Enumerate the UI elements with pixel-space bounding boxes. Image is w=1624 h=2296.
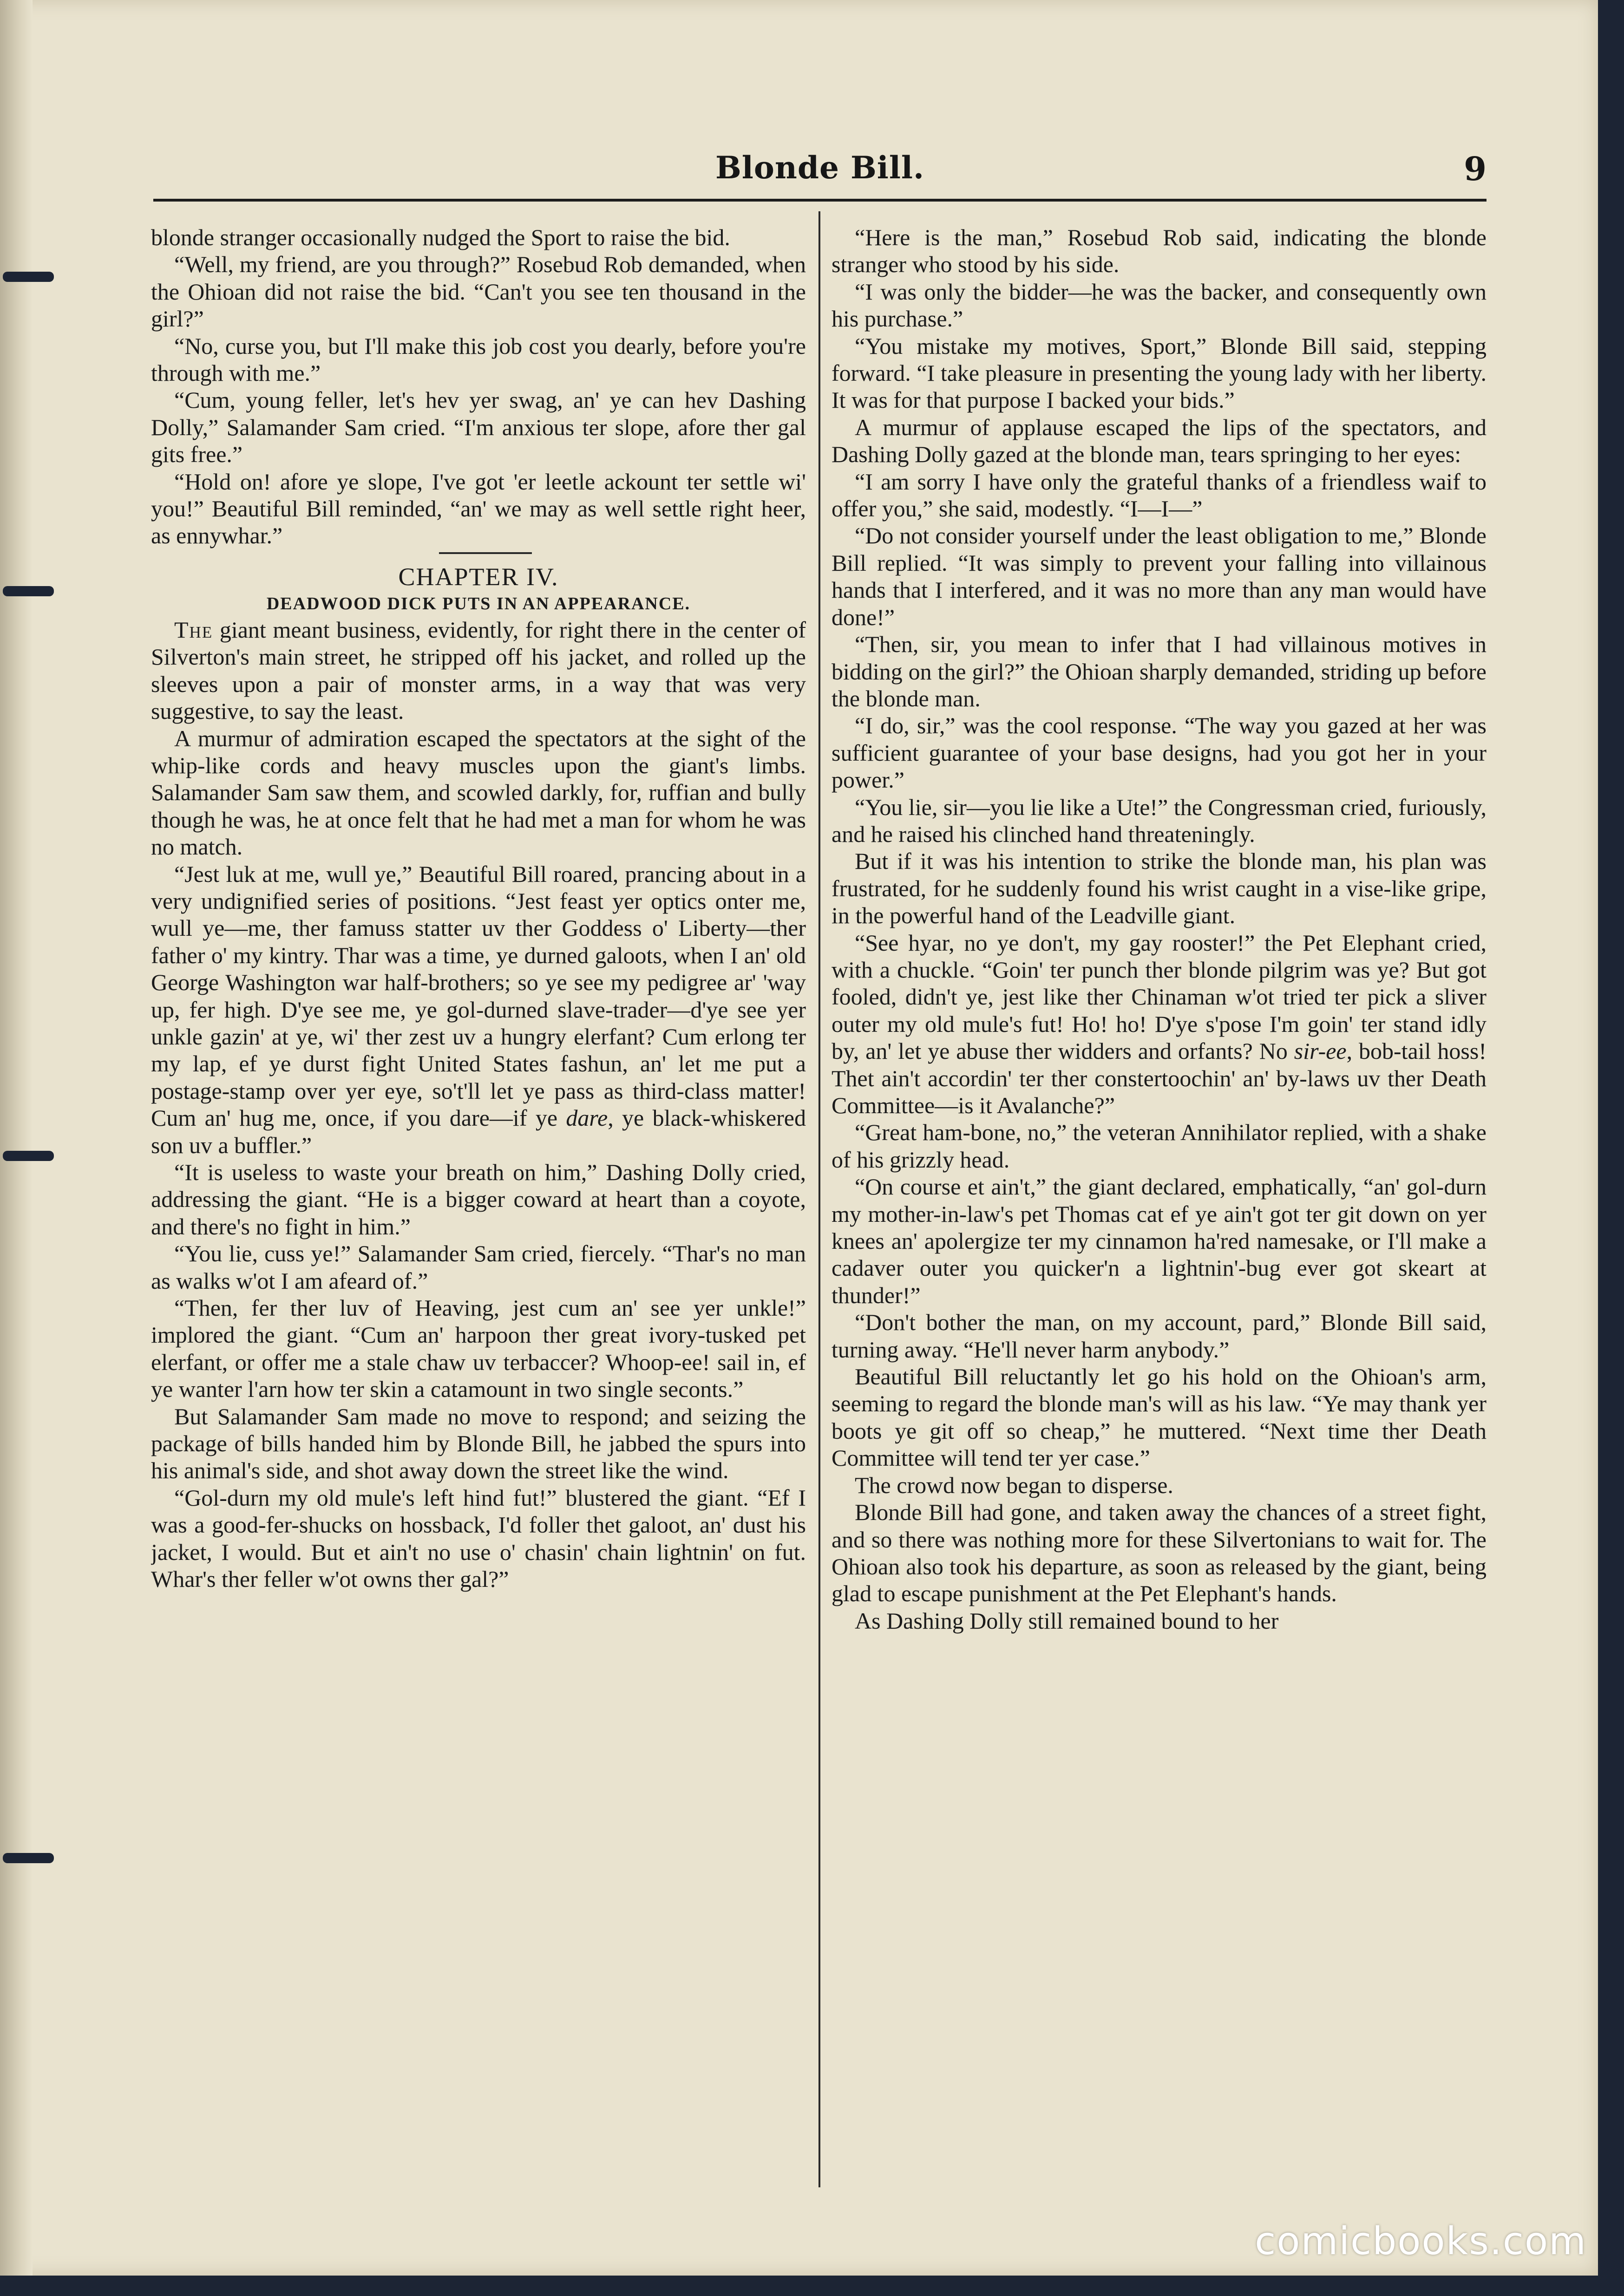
left-column (151, 224, 806, 2188)
paragraph: blonde stranger occasionally nudged the Sport to raise the bid. (151, 224, 730, 250)
paragraph: The crowd now began to disperse. (855, 1472, 1173, 1498)
binding-staple (3, 1151, 54, 1161)
paragraph: “Don't bother the man, on my account, pard,” Blonde Bill said, turning away. “He'll never harm anybody.” (832, 1309, 1486, 1363)
page-number: 9 (1464, 150, 1486, 188)
paragraph: “No, curse you, but I'll make this job cost you dearly, before you're through with me.” (151, 333, 806, 386)
header-rule (153, 199, 1486, 202)
page-header (153, 150, 1486, 201)
paragraph: Beautiful Bill reluctantly let go his hold on the Ohioan's arm, seeming to regard the blonde man's will as his law. “Ye may thank yer boots ye git off so cheap,” he muttered. “Next time ther Death Committee will tend ter yer case.” (832, 1363, 1486, 1471)
right-column (832, 224, 1486, 2188)
paragraph: Blonde Bill had gone, and taken away the chances of a street fight, and so there was nothing more for these Silvertonians to wait for. The Ohioan also took his departure, as soon as released by the giant, being glad to escape punishment at the Pet Elephant's hands. (832, 1499, 1486, 1607)
paragraph (151, 861, 806, 1159)
drop-word: The (174, 616, 213, 643)
emphasis: dare (566, 1105, 608, 1131)
paragraph: As Dashing Dolly still remained bound to her (855, 1607, 1279, 1634)
binding-staple (3, 586, 54, 596)
paragraph: “I do, sir,” was the cool response. “The way you gazed at her was sufficient guarantee of your base designs, had you got her in your power.” (832, 712, 1486, 793)
paragraph: “Then, sir, you mean to infer that I had villainous motives in bidding on the girl?” the Ohioan sharply demanded, striding up before the blonde man. (832, 631, 1486, 711)
paragraph-text: “See hyar, no ye don't, my gay rooster!” the Pet Elephant cried, with a chuckle. “Goin' ter punch ther blonde pilgrim was ye? But got fooled, didn't ye, jest like ther Chinaman w'ot tried ter pick a sliver outer my old mule's fut! Ho! ho! D'ye s'pose I'm goin' ter stand idly by, an' let ye abuse ther widders and orfants? No (832, 929, 1486, 1064)
paragraph (832, 929, 1486, 1119)
paragraph-text: “Jest luk at me, wull ye,” Beautiful Bill roared, prancing about in a very undignified series of positions. “Jest feast yer optics onter me, wull ye—me, ther famuss statter uv ther Goddess o' Liberty—ther father o' my kintry. Thar was a time, ye durned galoots, when I an' old George Washington war half-brothers; so ye see my pedigree ar' 'way up, fer high. D'ye see me, ye gol-durned slave-trader—d'ye see yer unkle gazin' at ye, wi' ther zest uv a hungry elerfant? Cum erlong ter my lap, ef ye durst fight United States fashun, an' let me put a postage-stamp over yer eye, so't'll let ye pass as third-class matter! Cum an' hug me, once, if you dare—if ye (151, 861, 806, 1131)
paragraph: “I am sorry I have only the grateful thanks of a friendless waif to offer you,” she said, modestly. “I—I—” (832, 468, 1486, 522)
section-divider (439, 552, 532, 554)
paragraph: “You lie, sir—you lie like a Ute!” the Congressman cried, furiously, and he raised his clinched hand threateningly. (832, 794, 1486, 847)
emphasis: sir-ee (1294, 1038, 1347, 1064)
paragraph: But Salamander Sam made no move to respond; and seizing the package of bills handed him by Blonde Bill, he jabbed the spurs into his animal's side, and shot away down the street like the wind. (151, 1403, 806, 1484)
paragraph: “Great ham-bone, no,” the veteran Annihilator replied, with a shake of his grizzly head. (832, 1119, 1486, 1173)
paragraph: A murmur of applause escaped the lips of the spectators, and Dashing Dolly gazed at the blonde man, tears springing to her eyes: (832, 414, 1486, 468)
paragraph: “Cum, young feller, let's hev yer swag, an' ye can hev Dashing Dolly,” Salamander Sam cried. “I'm anxious ter slope, afore ther gal gits free.” (151, 387, 806, 468)
paragraph (151, 616, 806, 725)
page-spine (0, 0, 33, 2276)
paragraph-text: , bob-tail hoss! Thet ain't accordin' ter ther constertoochin' an' by-laws uv ther Death Committee—is it Avalanche?” (832, 1038, 1486, 1118)
paragraph: “You mistake my motives, Sport,” Blonde Bill said, stepping forward. “I take pleasure in presenting the young lady with her liberty. It was for that purpose I backed your bids.” (832, 333, 1486, 413)
paragraph: “It is useless to waste your breath on him,” Dashing Dolly cried, addressing the giant. “He is a bigger coward at heart than a coyote, and there's no fight in him.” (151, 1159, 806, 1239)
column-divider (819, 211, 820, 2187)
paragraph: “You lie, cuss ye!” Salamander Sam cried, fiercely. “Thar's no man as walks w'ot I am afeard of.” (151, 1240, 806, 1294)
paragraph: “Hold on! afore ye slope, I've got 'er leetle ackount ter settle wi' you!” Beautiful Bill reminded, “an' we may as well settle right heer, as ennywhar.” (151, 468, 806, 549)
paragraph: “Well, my friend, are you through?” Rosebud Rob demanded, when the Ohioan did not raise the bid. “Can't you see ten thousand in the girl?” (151, 251, 806, 332)
binding-staple (3, 272, 54, 282)
paragraph-text: , ye black-whiskered son uv a buffler.” (151, 1105, 806, 1158)
binding-staple (3, 1853, 54, 1863)
paragraph: “Do not consider yourself under the least obligation to me,” Blonde Bill replied. “It was simply to prevent your falling into villainous hands that I interfered, and it was no more than any man would have done!” (832, 522, 1486, 630)
paragraph: “I was only the bidder—he was the backer, and consequently own his purchase.” (832, 278, 1486, 332)
paragraph: “Then, fer ther luv of Heaving, jest cum an' see yer unkle!” implored the giant. “Cum an' harpoon ther great ivory-tusked pet elerfant, or offer me a stale chaw uv terbaccer? Whoop-ee! sail in, ef ye wanter l'arn how ter skin a catamount in two single seconts.” (151, 1295, 806, 1402)
paragraph: “Here is the man,” Rosebud Rob said, indicating the blonde stranger who stood by his side. (832, 224, 1486, 278)
paragraph: “Gol-durn my old mule's left hind fut!” blustered the giant. “Ef I was a good-fer-shucks on hossback, I'd foller thet galoot, an' dust his jacket, I would. But et ain't no use o' chasin' chain lightnin' on fut. Whar's ther feller w'ot owns ther gal?” (151, 1484, 806, 1592)
paragraph: A murmur of admiration escaped the spectators at the sight of the whip-like cords and heavy muscles upon the giant's limbs. Salamander Sam saw them, and scowled darkly, for, ruffian and bully though he was, he at once felt that he had met a man for whom he was no match. (151, 725, 806, 860)
paragraph: “On course et ain't,” the giant declared, emphatically, “an' gol-durn my mother-in-law's pet Thomas cat ef ye ain't got ter git down on yer knees an' apolergize ter my cinnamon ha'red namesake, or I'll make a cadaver outer you quicker'n a lightnin'-bug ever got skeart at thunder!” (832, 1174, 1486, 1308)
chapter-title: CHAPTER IV. (398, 562, 559, 591)
site-watermark: comicbooks.com (1255, 2219, 1587, 2263)
chapter-subtitle: DEADWOOD DICK PUTS IN AN APPEARANCE. (266, 594, 691, 613)
paragraph: But if it was his intention to strike the blonde man, his plan was frustrated, for he suddenly found his wrist caught in a vise-like gripe, in the powerful hand of the Leadville giant. (832, 848, 1486, 929)
paragraph-text: giant meant business, evidently, for right there in the center of Silverton's main street, he stripped off his jacket, and rolled up the sleeves upon a pair of monster arms, in a way that was very suggestive, to say the least. (151, 616, 806, 724)
running-title: Blonde Bill. (715, 150, 924, 186)
